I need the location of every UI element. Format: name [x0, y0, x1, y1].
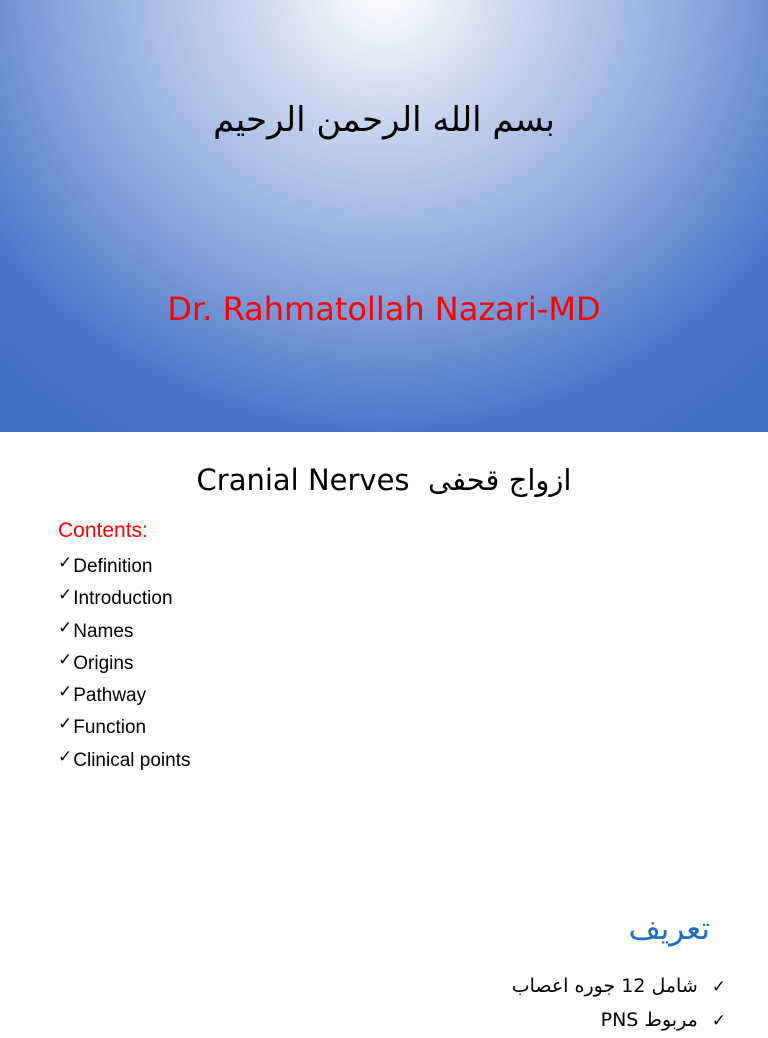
checkmark-icon: ✓ [711, 1011, 726, 1031]
checkmark-icon: ✓ [58, 553, 73, 573]
definition-heading: تعریف [628, 911, 710, 947]
checkmark-icon: ✓ [58, 585, 73, 606]
contents-list [58, 551, 190, 777]
list-item [58, 712, 190, 744]
list-item-label: Function [73, 717, 147, 739]
list-item-label: Clinical points [73, 749, 191, 771]
checkmark-icon: ✓ [58, 746, 73, 767]
author-name: Dr. Rahmatollah Nazari-MD [167, 290, 601, 328]
checkmark-icon: ✓ [58, 714, 73, 735]
list-item-label: شامل 12 جوره اعصاب [511, 975, 698, 997]
list-item-label: Origins [73, 652, 134, 674]
checkmark-icon: ✓ [58, 649, 73, 670]
list-item-label: Pathway [73, 685, 147, 707]
checkmark-icon: ✓ [58, 682, 73, 703]
list-item [512, 1003, 726, 1037]
definition-list [512, 969, 726, 1037]
list-item-label: Names [73, 620, 134, 642]
slide-title: Cranial Nerves ازواج قحفی [196, 463, 572, 497]
contents-label: Contents: [58, 519, 148, 542]
list-item [58, 745, 190, 777]
list-item [58, 680, 190, 712]
list-item [58, 583, 190, 615]
list-item-label: Introduction [73, 588, 173, 610]
list-item-label: مربوط PNS [600, 1009, 698, 1031]
list-item [512, 969, 726, 1003]
list-item [58, 551, 190, 583]
title-slide [0, 0, 768, 432]
list-item [58, 616, 190, 648]
contents-slide [0, 433, 768, 1031]
checkmark-icon: ✓ [58, 617, 73, 638]
list-item [58, 648, 190, 680]
basmala-heading: بسم الله الرحمن الرحيم [213, 100, 555, 140]
list-item-label: Definition [73, 556, 153, 577]
checkmark-icon: ✓ [711, 977, 726, 997]
